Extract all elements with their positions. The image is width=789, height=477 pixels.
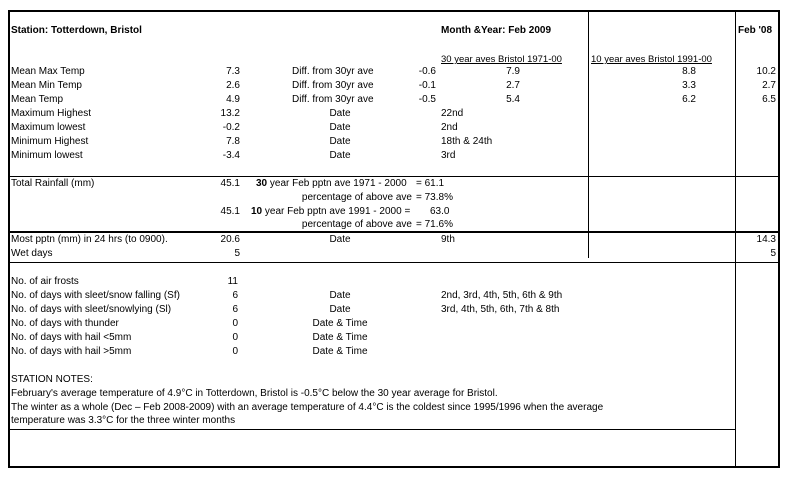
extreme-label: Minimum lowest: [11, 150, 83, 161]
temp-label: Mean Temp: [11, 94, 64, 105]
rainfall-30yr-line: [256, 178, 407, 190]
rainfall-label: Total Rainfall (mm): [11, 178, 95, 189]
days-label: No. of days with sleet/snowlying (Sl): [11, 304, 172, 315]
rainfall-pct2-label: percentage of above ave: [301, 219, 412, 230]
days-value: 6: [232, 304, 238, 315]
notes-line: temperature was 3.3°C for the three winter months: [11, 415, 236, 426]
days-value: 0: [232, 332, 238, 343]
days-value: 6: [232, 290, 238, 301]
pptn-prev: 14.3: [756, 234, 776, 245]
extreme-label: Maximum Highest: [11, 108, 92, 119]
extreme-date-label: Date: [329, 136, 351, 147]
extreme-date-label: Date: [329, 122, 351, 133]
rule-rain-top-right: [735, 176, 778, 177]
days-dates: 3rd, 4th, 5th, 6th, 7th & 8th: [441, 304, 560, 315]
wet-days-prev: 5: [770, 248, 776, 259]
extreme-value: 7.8: [226, 136, 240, 147]
pptn-value: 20.6: [220, 234, 240, 245]
rainfall-pct1-value: = 73.8%: [416, 192, 453, 203]
temp-ave10: 6.2: [682, 94, 696, 105]
station-title: Station: Totterdown, Bristol: [11, 25, 142, 36]
days-label: No. of days with sleet/snow falling (Sf): [11, 290, 180, 301]
rainfall-30yr-value: = 61.1: [416, 178, 445, 189]
rainfall-10yr-bold: 10: [251, 206, 263, 217]
extreme-date-label: Date: [329, 108, 351, 119]
temp-ave10: 8.8: [682, 66, 696, 77]
temp-prev: 2.7: [762, 80, 776, 91]
days-date-label: Date & Time: [312, 332, 368, 343]
rule-pptn-top: [8, 231, 780, 233]
rainfall-10yr-text: year Feb pptn ave 1991 - 2000 =: [262, 206, 411, 217]
pptn-label: Most pptn (mm) in 24 hrs (to 0900).: [11, 234, 168, 245]
temp-diff-label: Diff. from 30yr ave: [292, 80, 374, 91]
rainfall-value-2: 45.1: [220, 206, 240, 217]
extreme-date-label: Date: [329, 150, 351, 161]
extreme-date: 2nd: [441, 122, 458, 133]
days-date-label: Date: [329, 290, 351, 301]
days-label: No. of days with thunder: [11, 318, 119, 329]
month-year: Month &Year: Feb 2009: [441, 25, 552, 36]
rule-rain-top: [8, 176, 735, 177]
notes-line: February's average temperature of 4.9°C in Totterdown, Bristol is -0.5°C below the 30 year average for Bristol.: [11, 388, 498, 399]
pptn-date: 9th: [441, 234, 455, 245]
extreme-value: -3.4: [222, 150, 240, 161]
extreme-label: Maximum lowest: [11, 122, 86, 133]
border-right: [778, 10, 780, 468]
rainfall-30yr-bold: 30: [256, 178, 268, 189]
wet-days-value: 5: [234, 248, 240, 259]
days-date-label: Date & Time: [312, 346, 368, 357]
days-value: 0: [232, 346, 238, 357]
divider-ave10-left: [588, 10, 589, 258]
pptn-date-label: Date: [329, 234, 351, 245]
temp-diff: -0.6: [418, 66, 436, 77]
border-top: [8, 10, 780, 12]
rainfall-pct1-label: percentage of above ave: [301, 192, 412, 203]
temp-label: Mean Min Temp: [11, 80, 82, 91]
temp-label: Mean Max Temp: [11, 66, 85, 77]
days-date-label: Date: [329, 304, 351, 315]
ave30-column-label: 30 year aves Bristol 1971-00: [441, 54, 562, 65]
temp-diff-label: Diff. from 30yr ave: [292, 94, 374, 105]
extreme-date: 3rd: [441, 150, 456, 161]
extreme-value: -0.2: [222, 122, 240, 133]
temp-value: 7.3: [226, 66, 240, 77]
days-label: No. of air frosts: [11, 276, 79, 287]
days-label: No. of days with hail <5mm: [11, 332, 132, 343]
temp-ave10: 3.3: [682, 80, 696, 91]
days-dates: 2nd, 3rd, 4th, 5th, 6th & 9th: [441, 290, 563, 301]
temp-prev: 6.5: [762, 94, 776, 105]
days-date-label: Date & Time: [312, 318, 368, 329]
temp-ave30: 2.7: [506, 80, 520, 91]
temp-ave30: 5.4: [506, 94, 520, 105]
temp-ave30: 7.9: [506, 66, 520, 77]
ave10-column-label: 10 year aves Bristol 1991-00: [591, 54, 712, 65]
temp-diff: -0.1: [418, 80, 436, 91]
temp-diff: -0.5: [418, 94, 436, 105]
border-left: [8, 10, 10, 468]
rainfall-value: 45.1: [220, 178, 240, 189]
temp-prev: 10.2: [756, 66, 776, 77]
extreme-date: 18th & 24th: [441, 136, 493, 147]
rainfall-10yr-value: 63.0: [430, 206, 450, 217]
prev-year-label: Feb '08: [738, 25, 773, 36]
extreme-date: 22nd: [441, 108, 464, 119]
rule-notes-bottom: [8, 429, 735, 430]
notes-line: The winter as a whole (Dec – Feb 2008-2009) with an average temperature of 4.4°C is the coldest since 1995/1996 when the average: [11, 402, 604, 413]
wet-days-label: Wet days: [11, 248, 53, 259]
temp-value: 2.6: [226, 80, 240, 91]
days-value: 11: [227, 276, 238, 287]
border-bottom: [8, 466, 780, 468]
days-label: No. of days with hail >5mm: [11, 346, 132, 357]
extreme-label: Minimum Highest: [11, 136, 89, 147]
rainfall-10yr-line: [251, 206, 410, 218]
temp-value: 4.9: [226, 94, 240, 105]
rainfall-pct2-value: = 71.6%: [416, 219, 453, 230]
notes-title: STATION NOTES:: [11, 374, 93, 385]
extreme-value: 13.2: [220, 108, 240, 119]
rainfall-30yr-text: year Feb pptn ave 1971 - 2000: [267, 178, 407, 189]
days-value: 0: [232, 318, 238, 329]
rule-days-top: [8, 262, 780, 263]
temp-diff-label: Diff. from 30yr ave: [292, 66, 374, 77]
